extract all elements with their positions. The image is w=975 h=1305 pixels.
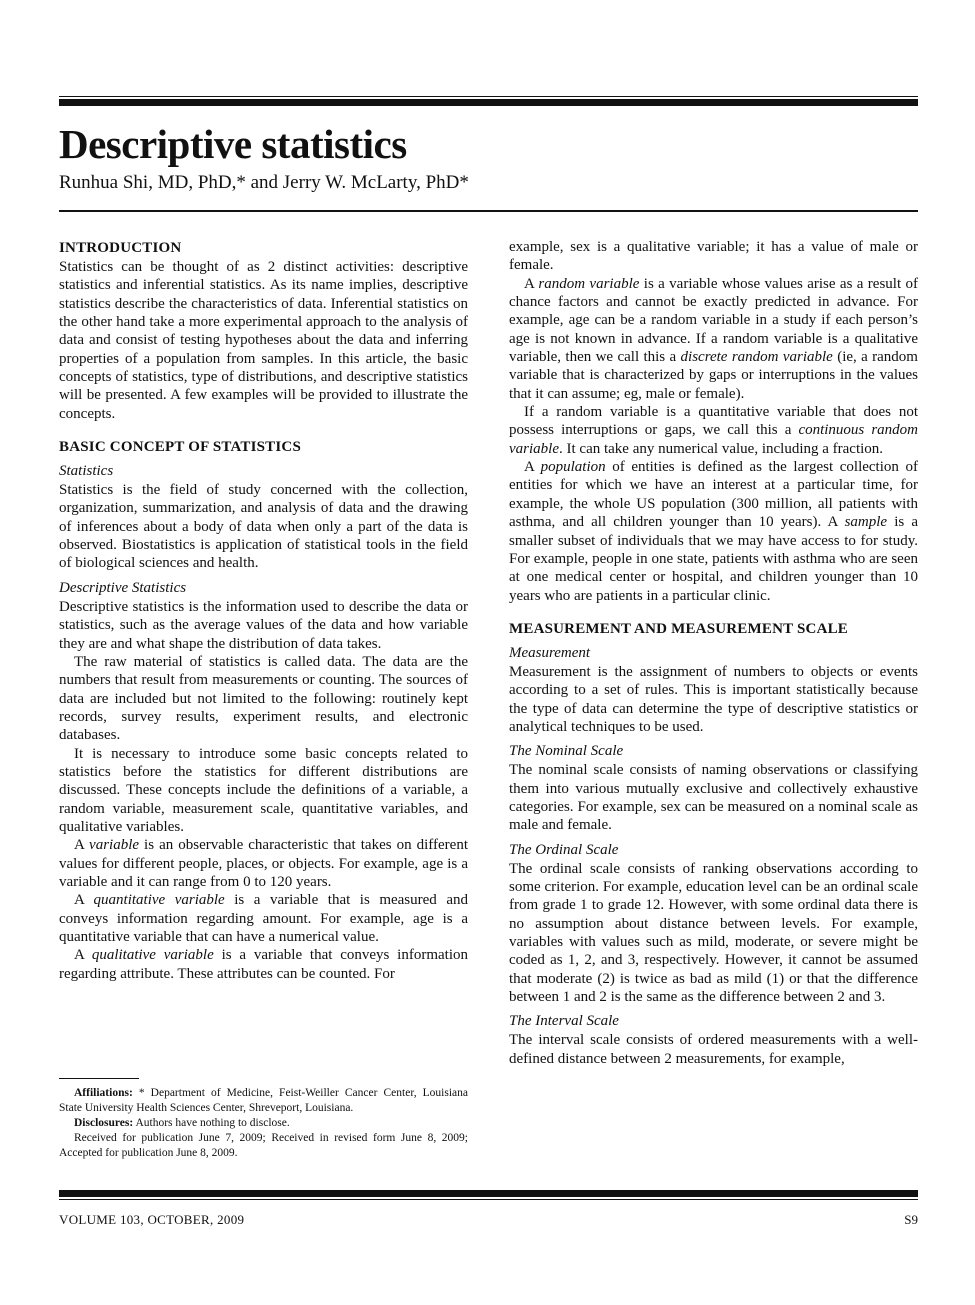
paragraph bbox=[59, 946, 468, 983]
text: A bbox=[74, 947, 92, 964]
bottom-thick-rule bbox=[59, 1190, 918, 1197]
section-heading-introduction: INTRODUCTION bbox=[59, 240, 182, 256]
text: is an observable characteristic that takes on different values for different people, places, or objects. For example, age is a variable and it can range from 0 to 120 years. bbox=[59, 837, 468, 890]
paragraph: example, sex is a qualitative variable; it has a value of male or female. bbox=[509, 239, 918, 274]
footnote-received: Received for publication June 7, 2009; Received in revised form June 8, 2009; Accepted for publication June 8, 2009. bbox=[59, 1132, 468, 1159]
paragraph bbox=[509, 458, 918, 605]
article-title: Descriptive statistics bbox=[59, 121, 407, 167]
text: A bbox=[524, 459, 541, 476]
text: is a variable that conveys information regarding attribute. These attributes can be counted. For bbox=[59, 947, 468, 982]
footnote-disclosures bbox=[59, 1116, 468, 1131]
subheading-statistics: Statistics bbox=[59, 463, 114, 480]
top-thick-rule bbox=[59, 99, 918, 106]
text: A bbox=[524, 275, 539, 292]
article-authors: Runhua Shi, MD, PhD,* and Jerry W. McLarty, PhD* bbox=[59, 172, 469, 193]
footnotes bbox=[59, 1078, 468, 1161]
subheading-interval-scale: The Interval Scale bbox=[509, 1013, 619, 1030]
subheading-ordinal-scale: The Ordinal Scale bbox=[509, 841, 619, 858]
text: A bbox=[74, 892, 94, 909]
term-qualitative-variable: qualitative variable bbox=[91, 947, 214, 964]
footnote-text: * Department of Medicine, Feist-Weiller Cancer Center, Louisiana State University Health Sciences Center, Shreveport, Louisiana. bbox=[59, 1087, 468, 1114]
text: (ie, a random variable that is characterized by gaps or interruptions in the values that it can assume; eg, male or female). bbox=[509, 349, 918, 402]
paragraph: It is necessary to introduce some basic concepts related to statistics before the statistics for different distributions are discussed. These concepts include the definitions of a variable, a random variable, measurement scale, quantitative variables, and qualitative variables. bbox=[59, 745, 468, 835]
paragraph: Statistics can be thought of as 2 distinct activities: descriptive statistics and inferential statistics. As its name implies, descriptive statistics describe the characteristics of data. Inferential statistics on the other hand take a more experimental approach to the analysis of data and consist of testing hypotheses about the data and inferring properties of a population from samples. In this article, the basic concepts of statistics, type of distributions, and descriptive statistics will be presented. A few examples will be provided to illustrate the concepts. bbox=[59, 259, 468, 422]
paragraph: The nominal scale consists of naming observations or classifying them into various mutually exclusive and collectively exhaustive categories. For example, sex can be measured on a nominal scale as male and female. bbox=[509, 762, 918, 834]
term-population: population bbox=[540, 459, 606, 476]
text: If a random variable is a quantitative variable that does not possess interruptions or gaps, we call this a bbox=[509, 404, 918, 439]
bottom-thin-rule bbox=[59, 1199, 918, 1200]
text: A bbox=[74, 837, 90, 854]
term-sample: sample bbox=[844, 514, 888, 531]
paragraph: Measurement is the assignment of numbers to objects or events according to a set of rules. This is important statistically because the type of data can determine the type of descriptive statistics or analytical techniques to be used. bbox=[509, 663, 918, 735]
text: is a variable that is measured and conveys information regarding amount. For example, age is a quantitative variable that can have a numerical value. bbox=[59, 892, 468, 945]
footnote-rule bbox=[59, 1078, 139, 1079]
text: of entities is defined as the largest collection of entities for which we have an interest at a particular time, for example, the whole US population (300 million, all patients with asthma, and all children younger than 10 years). A bbox=[509, 459, 918, 531]
title-divider bbox=[59, 210, 918, 212]
paragraph bbox=[59, 836, 468, 891]
text: is a variable whose values arise as a result of chance factors and cannot be exactly predicted in advance. For example, age can be a random variable in a study if each person’s age is not known in advance. If a random variable is a qualitative variable, then we call this a bbox=[509, 275, 918, 366]
paragraph bbox=[509, 403, 918, 458]
top-thin-rule bbox=[59, 96, 918, 97]
term-continuous-random-variable: continuous random variable bbox=[509, 422, 919, 457]
right-column bbox=[509, 238, 918, 1068]
subheading-descriptive-statistics: Descriptive Statistics bbox=[59, 579, 187, 596]
left-column bbox=[59, 238, 468, 983]
text: . It can take any numerical value, including a fraction. bbox=[559, 440, 884, 457]
paragraph: The ordinal scale consists of ranking observations according to some criterion. For example, education level can be an ordinal scale from grade 1 to grade 12. However, with some ordinal data there is no assumption about distance between levels. For example, variables with values such as mild, moderate, or severe might be coded as 1, 2, and 3, respectively. However, it cannot be assumed that moderate (2) is twice as bad as mild (1) or that the difference between 1 and 2 is the same as the difference between 2 and 3. bbox=[509, 860, 918, 1006]
paragraph: The interval scale consists of ordered measurements with a well-defined distance between 2 measurements, for example, bbox=[509, 1032, 918, 1067]
subheading-nominal-scale: The Nominal Scale bbox=[509, 743, 624, 760]
footnote-label: Disclosures: bbox=[74, 1117, 134, 1129]
subheading-measurement: Measurement bbox=[509, 644, 591, 661]
paragraph: Descriptive statistics is the information used to describe the data or statistics, such as the average values of the data and how variable they are and what shape the distribution of data takes. bbox=[59, 598, 468, 652]
text: is a smaller subset of individuals that we may have access to for study. For example, people in one state, patients with asthma who are seen at one medical center or hospital, and children younger than 10 years who are patients in a particular clinic. bbox=[509, 514, 918, 604]
term-random-variable: random variable bbox=[538, 275, 640, 292]
section-heading-measurement: MEASUREMENT AND MEASUREMENT SCALE bbox=[509, 620, 849, 637]
term-quantitative-variable: quantitative variable bbox=[93, 892, 225, 909]
footer-page-number: S9 bbox=[904, 1212, 918, 1227]
footnote-text: Authors have nothing to disclose. bbox=[133, 1117, 290, 1129]
term-variable: variable bbox=[89, 837, 140, 854]
paragraph bbox=[509, 275, 918, 403]
paragraph: Statistics is the field of study concerned with the collection, organization, summarization, and analysis of data and the drawing of inferences about a body of data when only a part of the data is observed. Biostatistics is application of statistical tools in the field of biological sciences and health. bbox=[59, 482, 468, 572]
footnote-label: Affiliations: bbox=[74, 1087, 133, 1099]
paragraph bbox=[59, 891, 468, 946]
term-discrete-random-variable: discrete random variable bbox=[680, 349, 833, 366]
footer-volume: VOLUME 103, OCTOBER, 2009 bbox=[59, 1212, 245, 1227]
paragraph: The raw material of statistics is called data. The data are the numbers that result from measurements or counting. The sources of data are included but not limited to the following: routinely kept records, survey results, experiment results, and electronic databases. bbox=[59, 653, 468, 744]
footnote-affiliations bbox=[59, 1086, 468, 1116]
section-heading-basic-concept: BASIC CONCEPT OF STATISTICS bbox=[59, 439, 301, 456]
